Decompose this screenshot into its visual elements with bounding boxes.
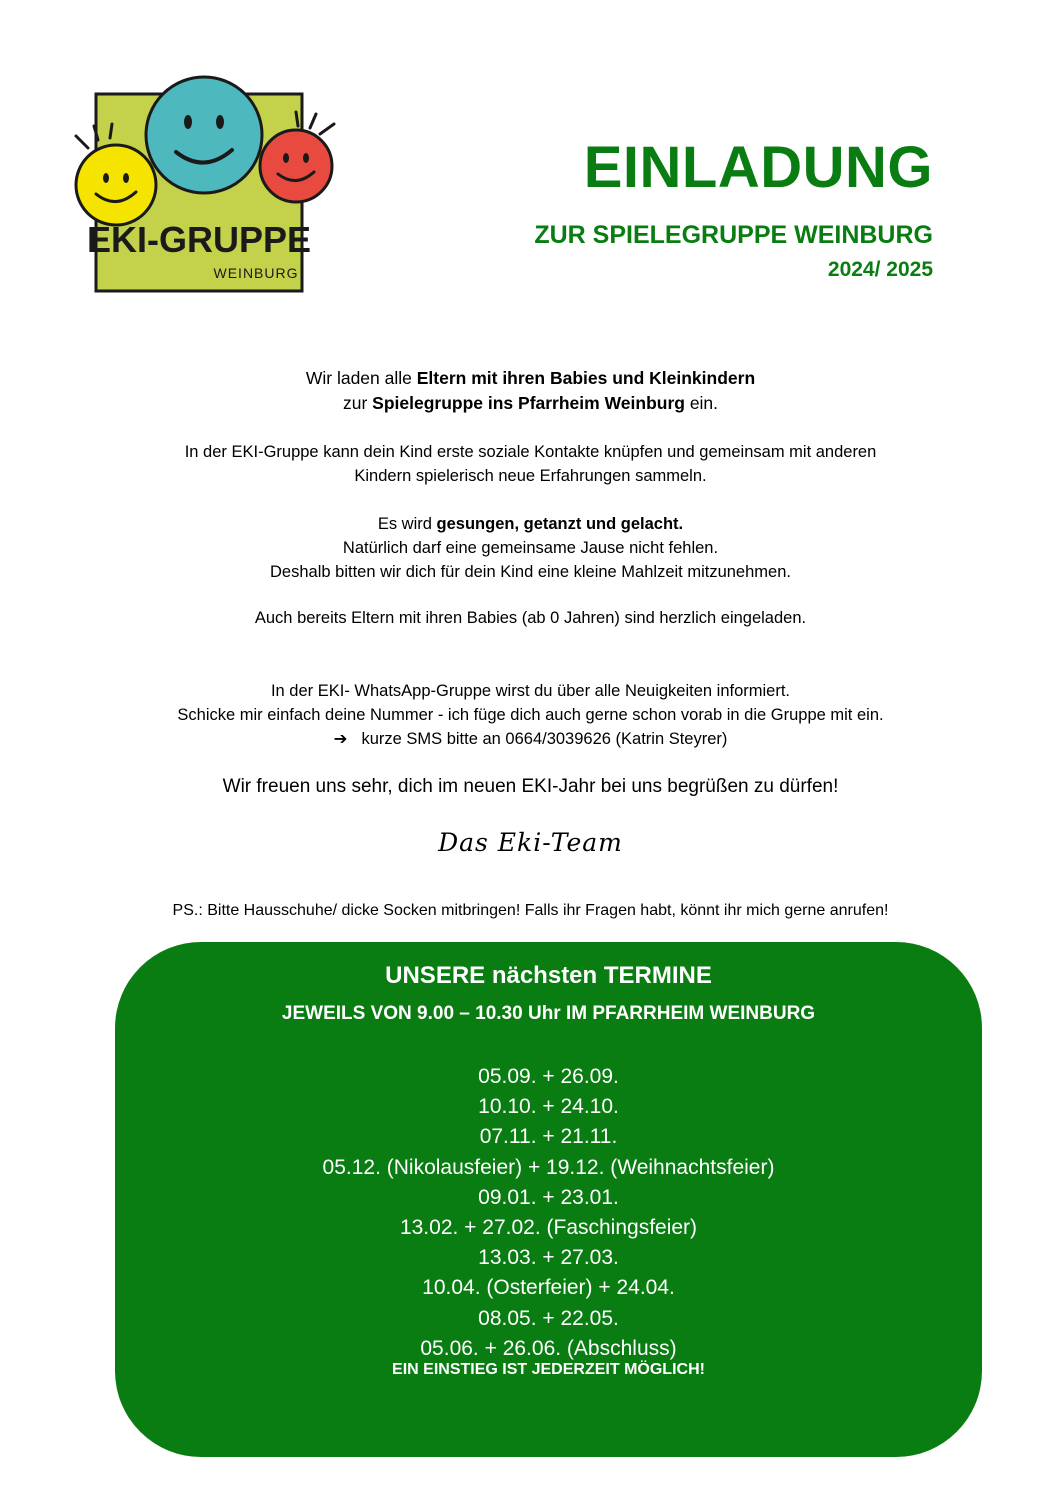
list-item: 09.01. + 23.01. — [478, 1185, 619, 1209]
whatsapp-paragraph: In der EKI- WhatsApp-Gruppe wirst du über alle Neuigkeiten informiert. Schicke mir einfach deine Nummer - ich füge dich auch gerne schon vorab in die Gruppe mit ein. ➔ kurze SMS bitte an 0664/3039626 (Katrin Steyrer) — [0, 679, 1061, 751]
dates-box — [115, 942, 982, 1457]
list-item: 05.06. + 26.06. (Abschluss) — [420, 1336, 677, 1360]
list-item: 13.03. + 27.03. — [478, 1246, 619, 1270]
babies-paragraph: Auch bereits Eltern mit ihren Babies (ab 0 Jahren) sind herzlich eingeladen. — [254, 609, 807, 627]
postscript: PS.: Bitte Hausschuhe/ dicke Socken mitbringen! Falls ihr Fragen habt, könnt ihr mich gerne anrufen! — [172, 902, 889, 919]
dates-footer: EIN EINSTIEG IST JEDERZEIT MÖGLICH! — [392, 1361, 705, 1378]
list-item: 10.10. + 24.10. — [478, 1095, 619, 1119]
dates-title: UNSERE nächsten TERMINE — [385, 962, 712, 989]
svg-text:WEINBURG: WEINBURG — [213, 265, 299, 281]
page-subtitle: ZUR SPIELEGRUPPE WEINBURG — [534, 221, 933, 249]
eki-gruppe-logo — [66, 70, 342, 298]
list-item: 05.12. (Nikolausfeier) + 19.12. (Weihnachtsfeier) — [322, 1155, 775, 1179]
activities-paragraph: Es wird gesungen, getanzt und gelacht. Natürlich darf eine gemeinsame Jause nicht fehlen. Deshalb bitten wir dich für dein Kind eine kleine Mahlzeit mitzunehmen. — [270, 515, 791, 581]
social-contacts-paragraph: In der EKI-Gruppe kann dein Kind erste soziale Kontakte knüpfen und gemeinsam mit anderen Kindern spielerisch neue Erfahrungen sammeln. — [184, 443, 877, 485]
intro-paragraph: Wir laden alle Eltern mit ihren Babies und Kleinkindern zur Spielegruppe ins Pfarrheim Weinburg ein. — [305, 368, 756, 413]
list-item: 08.05. + 22.05. — [478, 1306, 619, 1330]
signature: Das Eki-Team — [438, 828, 623, 857]
dates-list — [115, 1062, 982, 1364]
list-item: 07.11. + 21.11. — [479, 1125, 618, 1149]
svg-text:EKI-GRUPPE: EKI-GRUPPE — [86, 219, 312, 260]
list-item: 13.02. + 27.02. (Faschingsfeier) — [399, 1216, 698, 1240]
school-year: 2024/ 2025 — [827, 258, 933, 281]
list-item: 10.04. (Osterfeier) + 24.04. — [422, 1276, 675, 1300]
welcome-paragraph: Wir freuen uns sehr, dich im neuen EKI-Jahr bei uns begrüßen zu dürfen! — [222, 776, 839, 797]
dates-subtitle: JEWEILS VON 9.00 – 10.30 Uhr IM PFARRHEIM WEINBURG — [281, 1003, 816, 1024]
list-item: 05.09. + 26.09. — [478, 1065, 619, 1088]
page-title: EINLADUNG — [583, 135, 933, 200]
arrow-right-icon: ➔ — [333, 730, 348, 748]
